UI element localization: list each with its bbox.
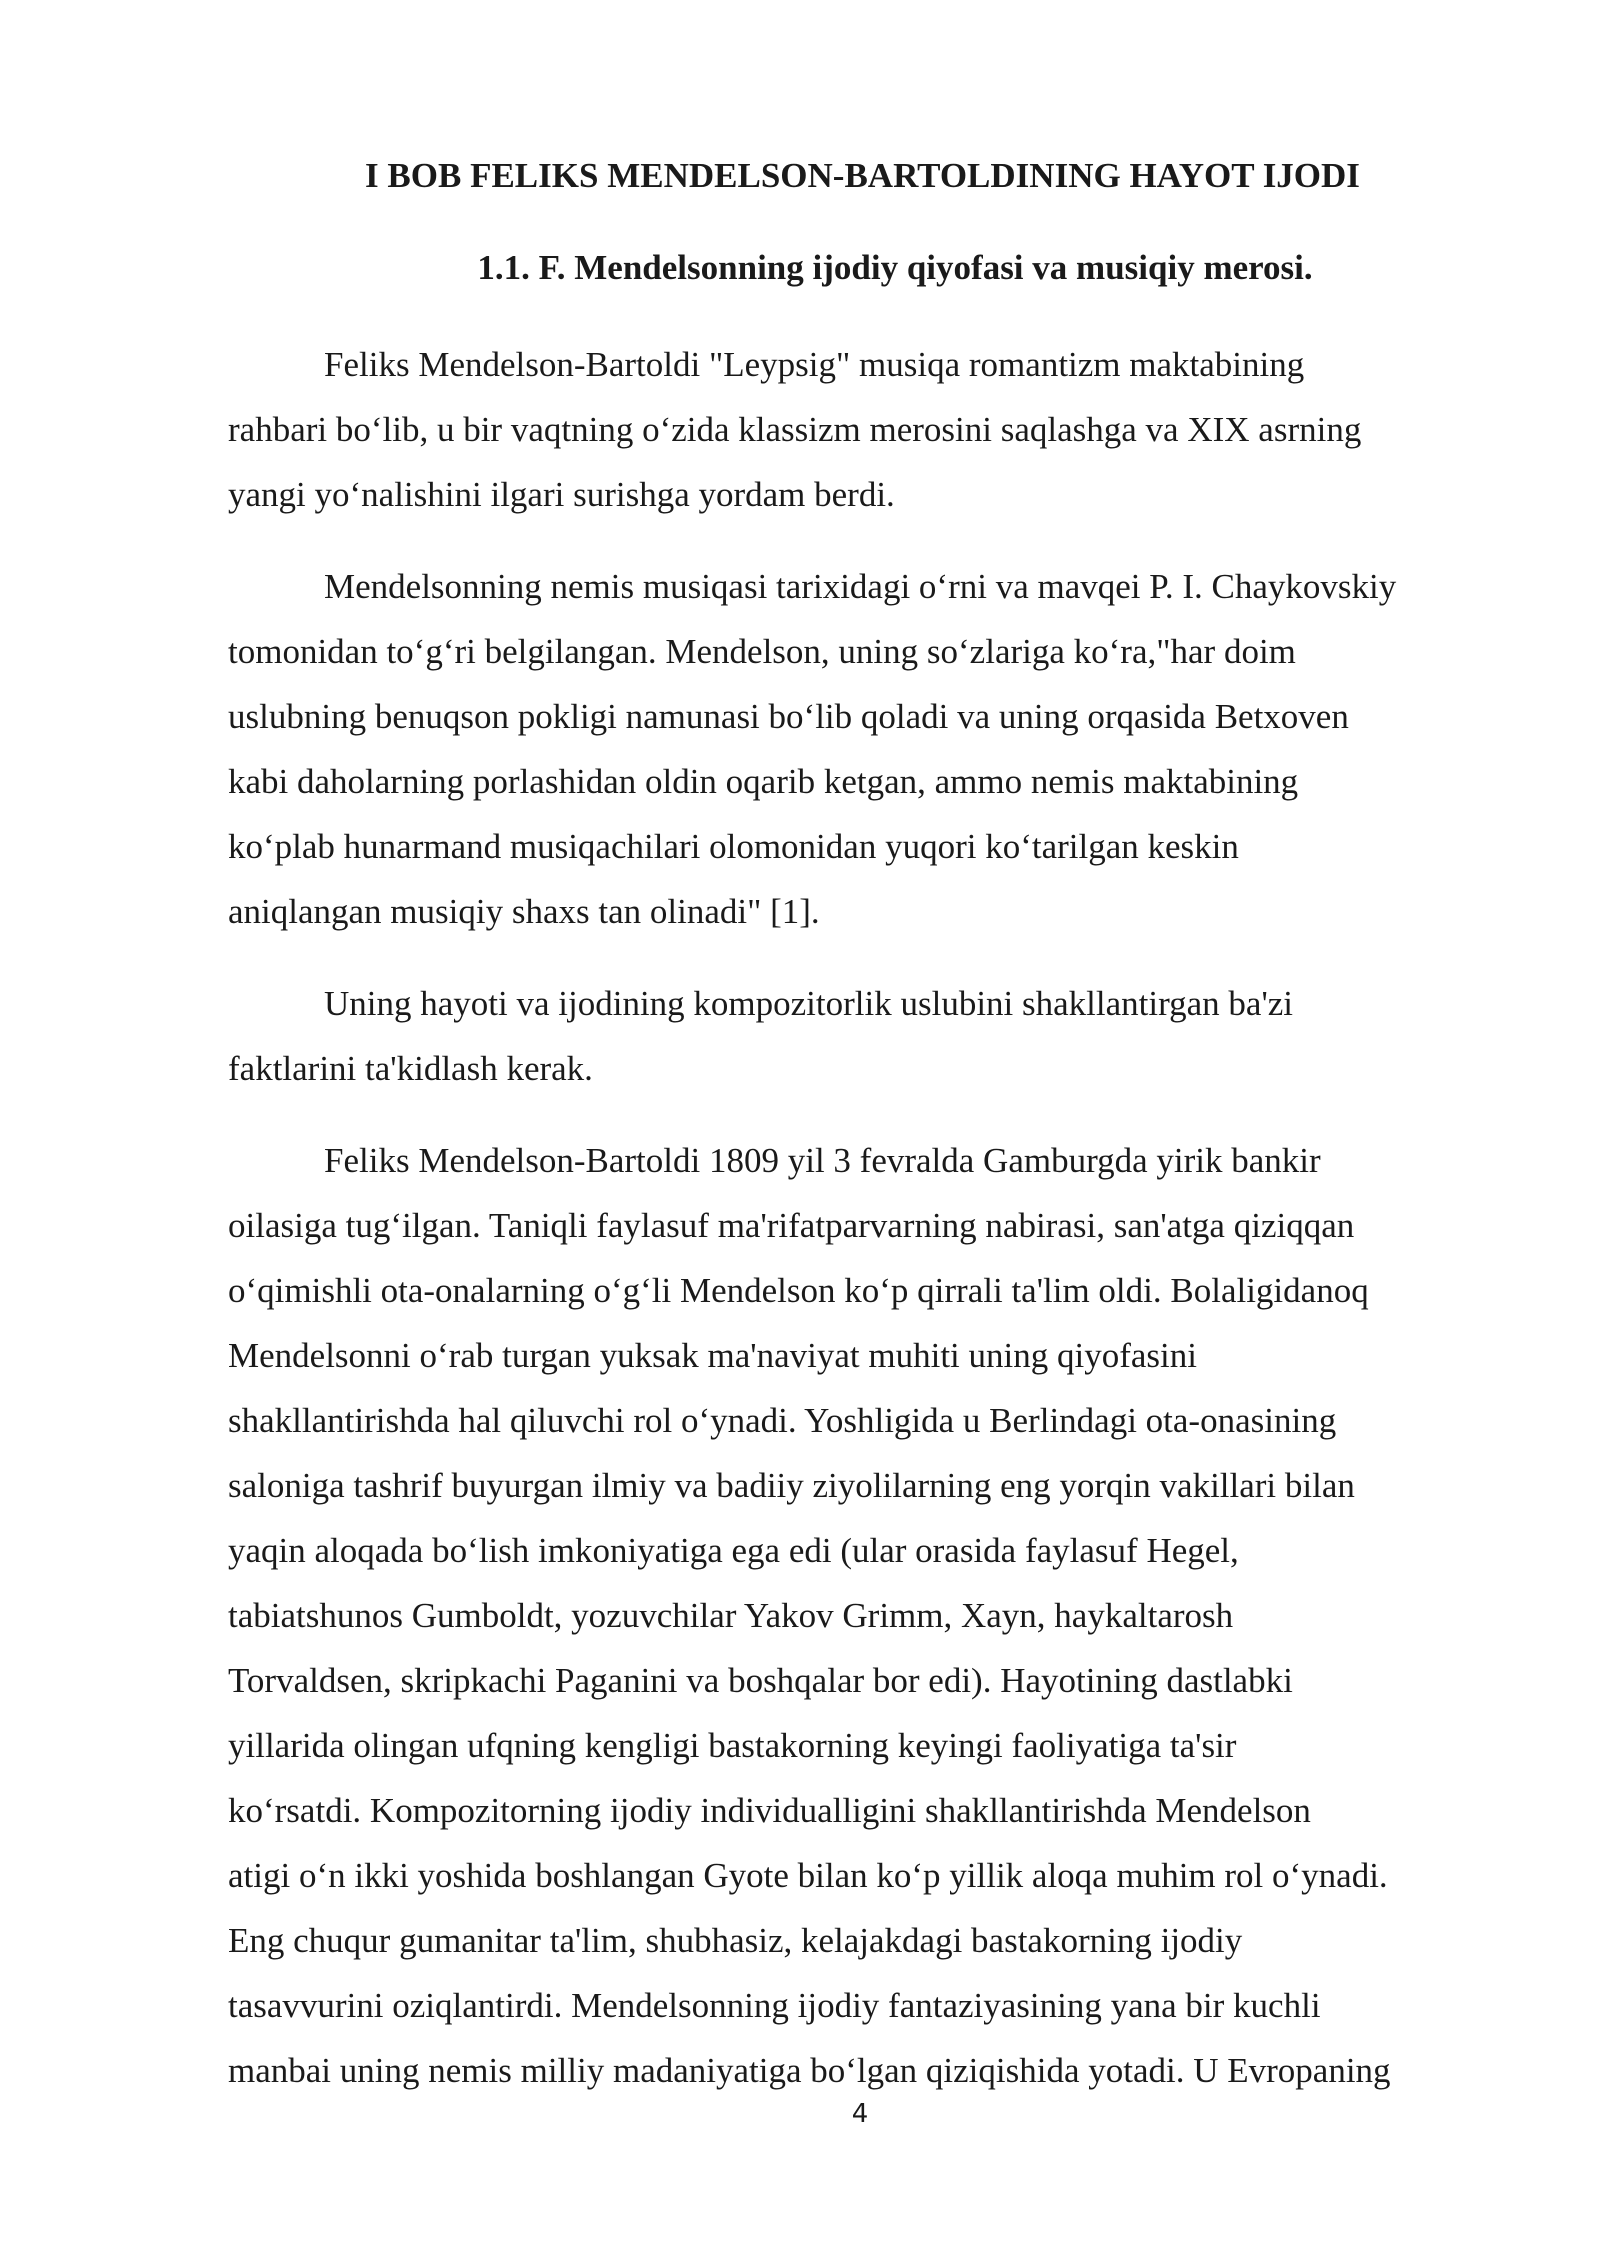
- text-line: Mendelsonni oʻrab turgan yuksak ma'naviyat muhiti uning qiyofasini: [228, 1336, 1197, 1375]
- text-line: Eng chuqur gumanitar ta'lim, shubhasiz, kelajakdagi bastakorning ijodiy: [228, 1921, 1243, 1960]
- page-number: 4: [851, 2099, 869, 2129]
- text-line: shakllantirishda hal qiluvchi rol oʻynadi. Yoshligida u Berlindagi ota-onasining: [228, 1401, 1337, 1440]
- text-line: rahbari boʻlib, u bir vaqtning oʻzida klassizm merosini saqlashga va XIX asrning: [228, 410, 1362, 449]
- text-line: manbai uning nemis milliy madaniyatiga boʻlgan qiziqishida yotadi. U Evropaning: [228, 2051, 1391, 2090]
- text-line: Uning hayoti va ijodining kompozitorlik uslubini shakllantirgan ba'zi: [324, 984, 1294, 1023]
- text-line: Feliks Mendelson-Bartoldi 1809 yil 3 fevralda Gamburgda yirik bankir: [324, 1141, 1321, 1180]
- chapter-title: I BOB FELIKS MENDELSON-BARTOLDINING HAYOT IJODI: [365, 156, 1360, 195]
- text-line: faktlarini ta'kidlash kerak.: [228, 1049, 593, 1088]
- text-line: koʻplab hunarmand musiqachilari olomonidan yuqori koʻtarilgan keskin: [228, 827, 1239, 866]
- text-line: uslubning benuqson pokligi namunasi boʻlib qoladi va uning orqasida Betxoven: [228, 697, 1349, 736]
- text-line: Torvaldsen, skripkachi Paganini va boshqalar bor edi). Hayotining dastlabki: [228, 1661, 1293, 1700]
- paragraph-4: [228, 1128, 1528, 2103]
- text-line: koʻrsatdi. Kompozitorning ijodiy individualligini shakllantirishda Mendelson: [228, 1791, 1311, 1830]
- text-line: kabi daholarning porlashidan oldin oqarib ketgan, ammo nemis maktabining: [228, 762, 1299, 801]
- text-line: Mendelsonning nemis musiqasi tarixidagi oʻrni va mavqei P. I. Chaykovskiy: [324, 567, 1397, 606]
- text-line: oʻqimishli ota-onalarning oʻgʻli Mendelson koʻp qirrali ta'lim oldi. Bolaligidanoq: [228, 1271, 1369, 1310]
- text-line: yangi yoʻnalishini ilgari surishga yordam berdi.: [228, 475, 895, 514]
- text-line: atigi oʻn ikki yoshida boshlangan Gyote bilan koʻp yillik aloqa muhim rol oʻynadi.: [228, 1856, 1388, 1895]
- text-line: oilasiga tugʻilgan. Taniqli faylasuf ma'rifatparvarning nabirasi, san'atga qiziqqan: [228, 1206, 1355, 1245]
- text-line: yaqin aloqada boʻlish imkoniyatiga ega edi (ular orasida faylasuf Hegel,: [228, 1531, 1239, 1570]
- text-line: Feliks Mendelson-Bartoldi "Leypsig" musiqa romantizm maktabining: [324, 345, 1305, 384]
- text-line: tasavvurini oziqlantirdi. Mendelsonning ijodiy fantaziyasining yana bir kuchli: [228, 1986, 1321, 2025]
- text-line: tomonidan toʻgʻri belgilangan. Mendelson, uning soʻzlariga koʻra,"har doim: [228, 632, 1296, 671]
- text-line: aniqlangan musiqiy shaxs tan olinadi" [1].: [228, 892, 820, 931]
- paragraph-3: [228, 971, 1528, 1101]
- paragraph-2: [228, 554, 1528, 944]
- text-line: yillarida olingan ufqning kengligi bastakorning keyingi faoliyatiga ta'sir: [228, 1726, 1237, 1765]
- text-line: saloniga tashrif buyurgan ilmiy va badiiy ziyolilarning eng yorqin vakillari bilan: [228, 1466, 1355, 1505]
- body-text: [228, 332, 1528, 2130]
- text-line: tabiatshunos Gumboldt, yozuvchilar Yakov Grimm, Xayn, haykaltarosh: [228, 1596, 1234, 1635]
- section-title: 1.1. F. Mendelsonning ijodiy qiyofasi va musiqiy merosi.: [477, 248, 1313, 287]
- paragraph-1: [228, 332, 1528, 527]
